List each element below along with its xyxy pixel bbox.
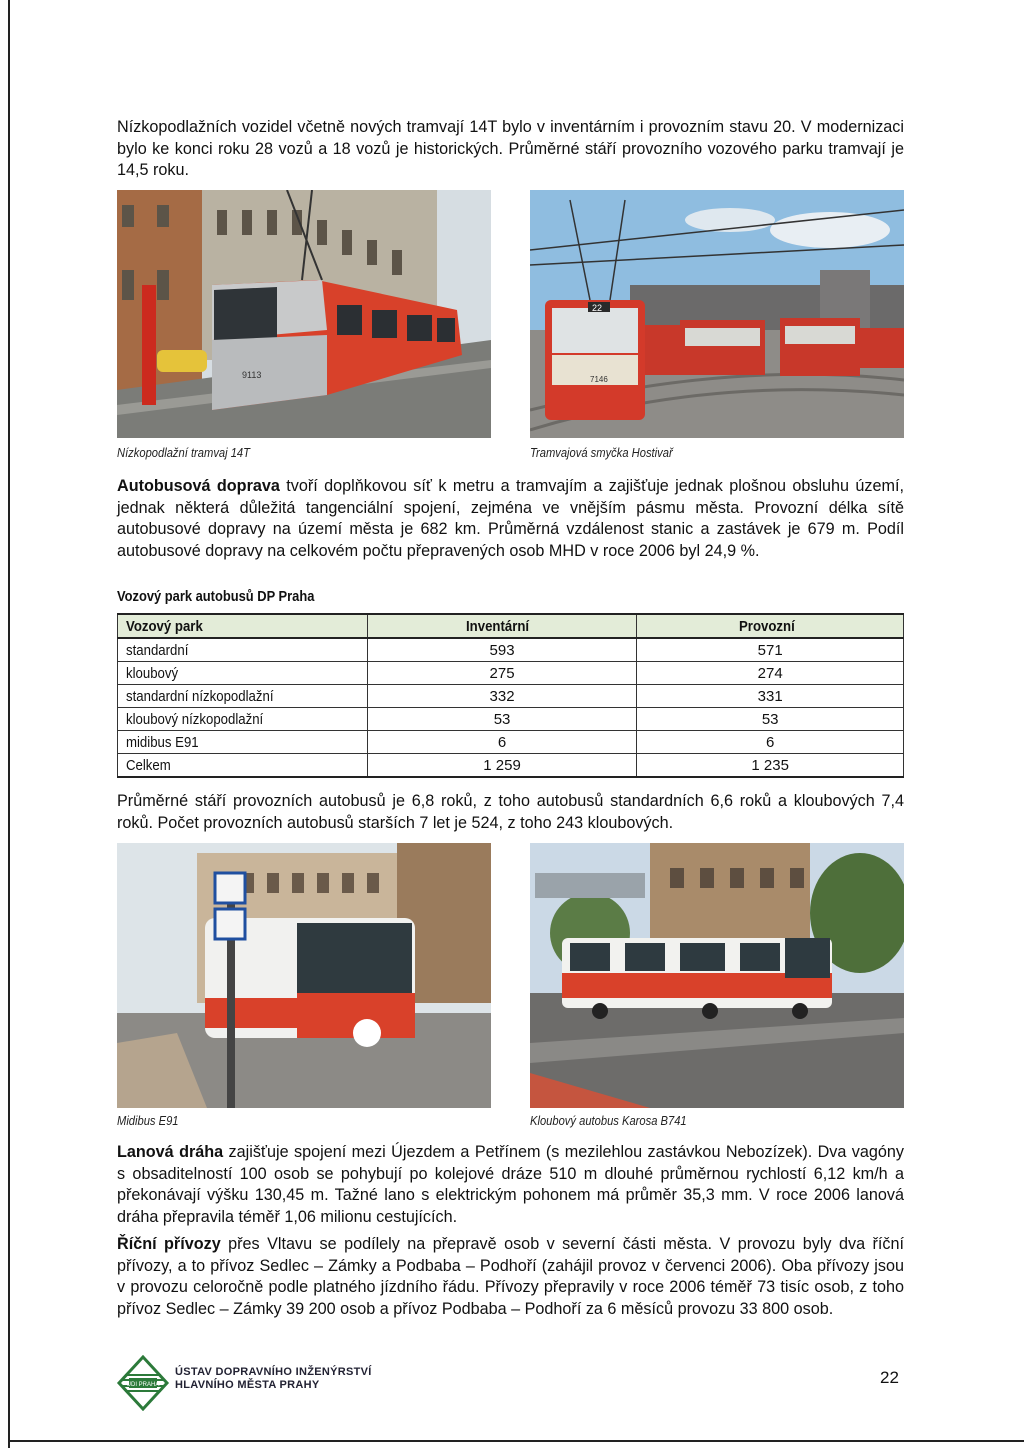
ferry-paragraph (117, 1234, 904, 1320)
udi-logo (115, 1355, 171, 1416)
page-number: 22 (880, 1368, 899, 1387)
caption-midibus: Midibus E91 (117, 1113, 179, 1128)
route-number: 22 (592, 303, 603, 313)
funicular-text: zajišťuje spojení mezi Újezdem a Petřínem (s mezilehlou zastávkou Nebozízek). Dva vagóny s obsaditelností 100 osob se pohybují po kolejové dráze 510 m dlouhé průměrnou rychlostí 6,12 km/h a překonávají výšku 130,45 m. Tažné lano s elektrickým pohonem má průměr 35,3 mm. V roce 2006 lanová dráha přepravila téměř 1,06 milionu cestujících. (117, 1143, 904, 1226)
photo-midibus (117, 843, 491, 1108)
table-row: midibus E91 6 6 (118, 731, 904, 754)
header-inventory: Inventární (367, 614, 637, 638)
intro-paragraph: Nízkopodlažních vozidel včetně nových tramvají 14T bylo v inventárním i provozním stavu 20. V modernizaci bylo ke konci roku 28 vozů a 18 vozů je historických. Průměrné stáří provozního vozového parku tramvají je 14,5 roku. (117, 118, 904, 179)
tram-number-loop: 7146 (590, 375, 608, 384)
age-paragraph: Průměrné stáří provozních autobusů je 6,8 roků, z toho autobusů standardních 6,6 roků a kloubových 7,4 roků. Počet provozních autobusů starších 7 let je 524, z toho 243 kloubových. (117, 792, 904, 832)
footer-org (175, 1366, 372, 1392)
caption-tram-loop: Tramvajová smyčka Hostivař (530, 445, 673, 460)
photo-articulated-bus (530, 843, 904, 1108)
table-row-total: Celkem 1 259 1 235 (118, 754, 904, 778)
caption-articulated-bus: Kloubový autobus Karosa B741 (530, 1113, 687, 1128)
table-header-row (118, 614, 904, 638)
photo-low-floor-tram (117, 190, 491, 438)
bus-paragraph (117, 476, 904, 562)
table-row: kloubový 275 274 (118, 662, 904, 685)
table-row: standardní 593 571 (118, 638, 904, 662)
table-row: kloubový nízkopodlažní 53 53 (118, 708, 904, 731)
ferry-text: přes Vltavu se podílely na přepravě osob v severní části města. V provozu byly dva říční přívozy, a to přívoz Sedlec – Zámky a Podbaba – Podhoří (zahájil provoz v červenci 2006). Oba přívozy jsou v provozu celoročně podle platného jízdního řádu. Přívozy přepravily v roce 2006 téměř 73 tisíc osob, z toho přívoz Sedlec – Zámky 39 200 osob a přívoz Podbaba – Podhoří za 6 měsíců provozu 33 800 osob. (117, 1235, 904, 1318)
header-fleet: Vozový park (118, 614, 368, 638)
footer-org-line2: HLAVNÍHO MĚSTA PRAHY (175, 1379, 320, 1391)
photo-tram-loop (530, 190, 904, 438)
table-row: standardní nízkopodlažní 332 331 (118, 685, 904, 708)
header-operational: Provozní (637, 614, 904, 638)
fleet-table (117, 613, 904, 778)
bus-lead: Autobusová doprava (117, 477, 280, 495)
funicular-paragraph (117, 1142, 904, 1228)
page-frame-left (8, 0, 10, 1448)
caption-low-floor-tram: Nízkopodlažní tramvaj 14T (117, 445, 250, 460)
bus-text: tvoří doplňkovou síť k metru a tramvajím a zajišťuje jednak plošnou obsluhu území, jednak některá důležitá tangenciální spojení, zejména ve vnějším pásmu města. Provozní délka sítě autobusové dopravy na území města je 682 km. Průměrná vzdálenost stanic a zastávek je 679 m. Podíl autobusové dopravy na celkovém počtu přepravených osob MHD v roce 2006 byl 24,9 %. (117, 477, 905, 560)
ferry-lead: Říční přívozy (117, 1235, 221, 1253)
page-frame-bottom (8, 1440, 1024, 1442)
footer-org-line1: ÚSTAV DOPRAVNÍHO INŽENÝRSTVÍ (175, 1366, 372, 1378)
table-title: Vozový park autobusů DP Praha (117, 588, 315, 605)
logo-text: UDI PRAHA (126, 1382, 160, 1388)
tram-number: 9113 (242, 370, 262, 380)
funicular-lead: Lanová dráha (117, 1143, 224, 1161)
